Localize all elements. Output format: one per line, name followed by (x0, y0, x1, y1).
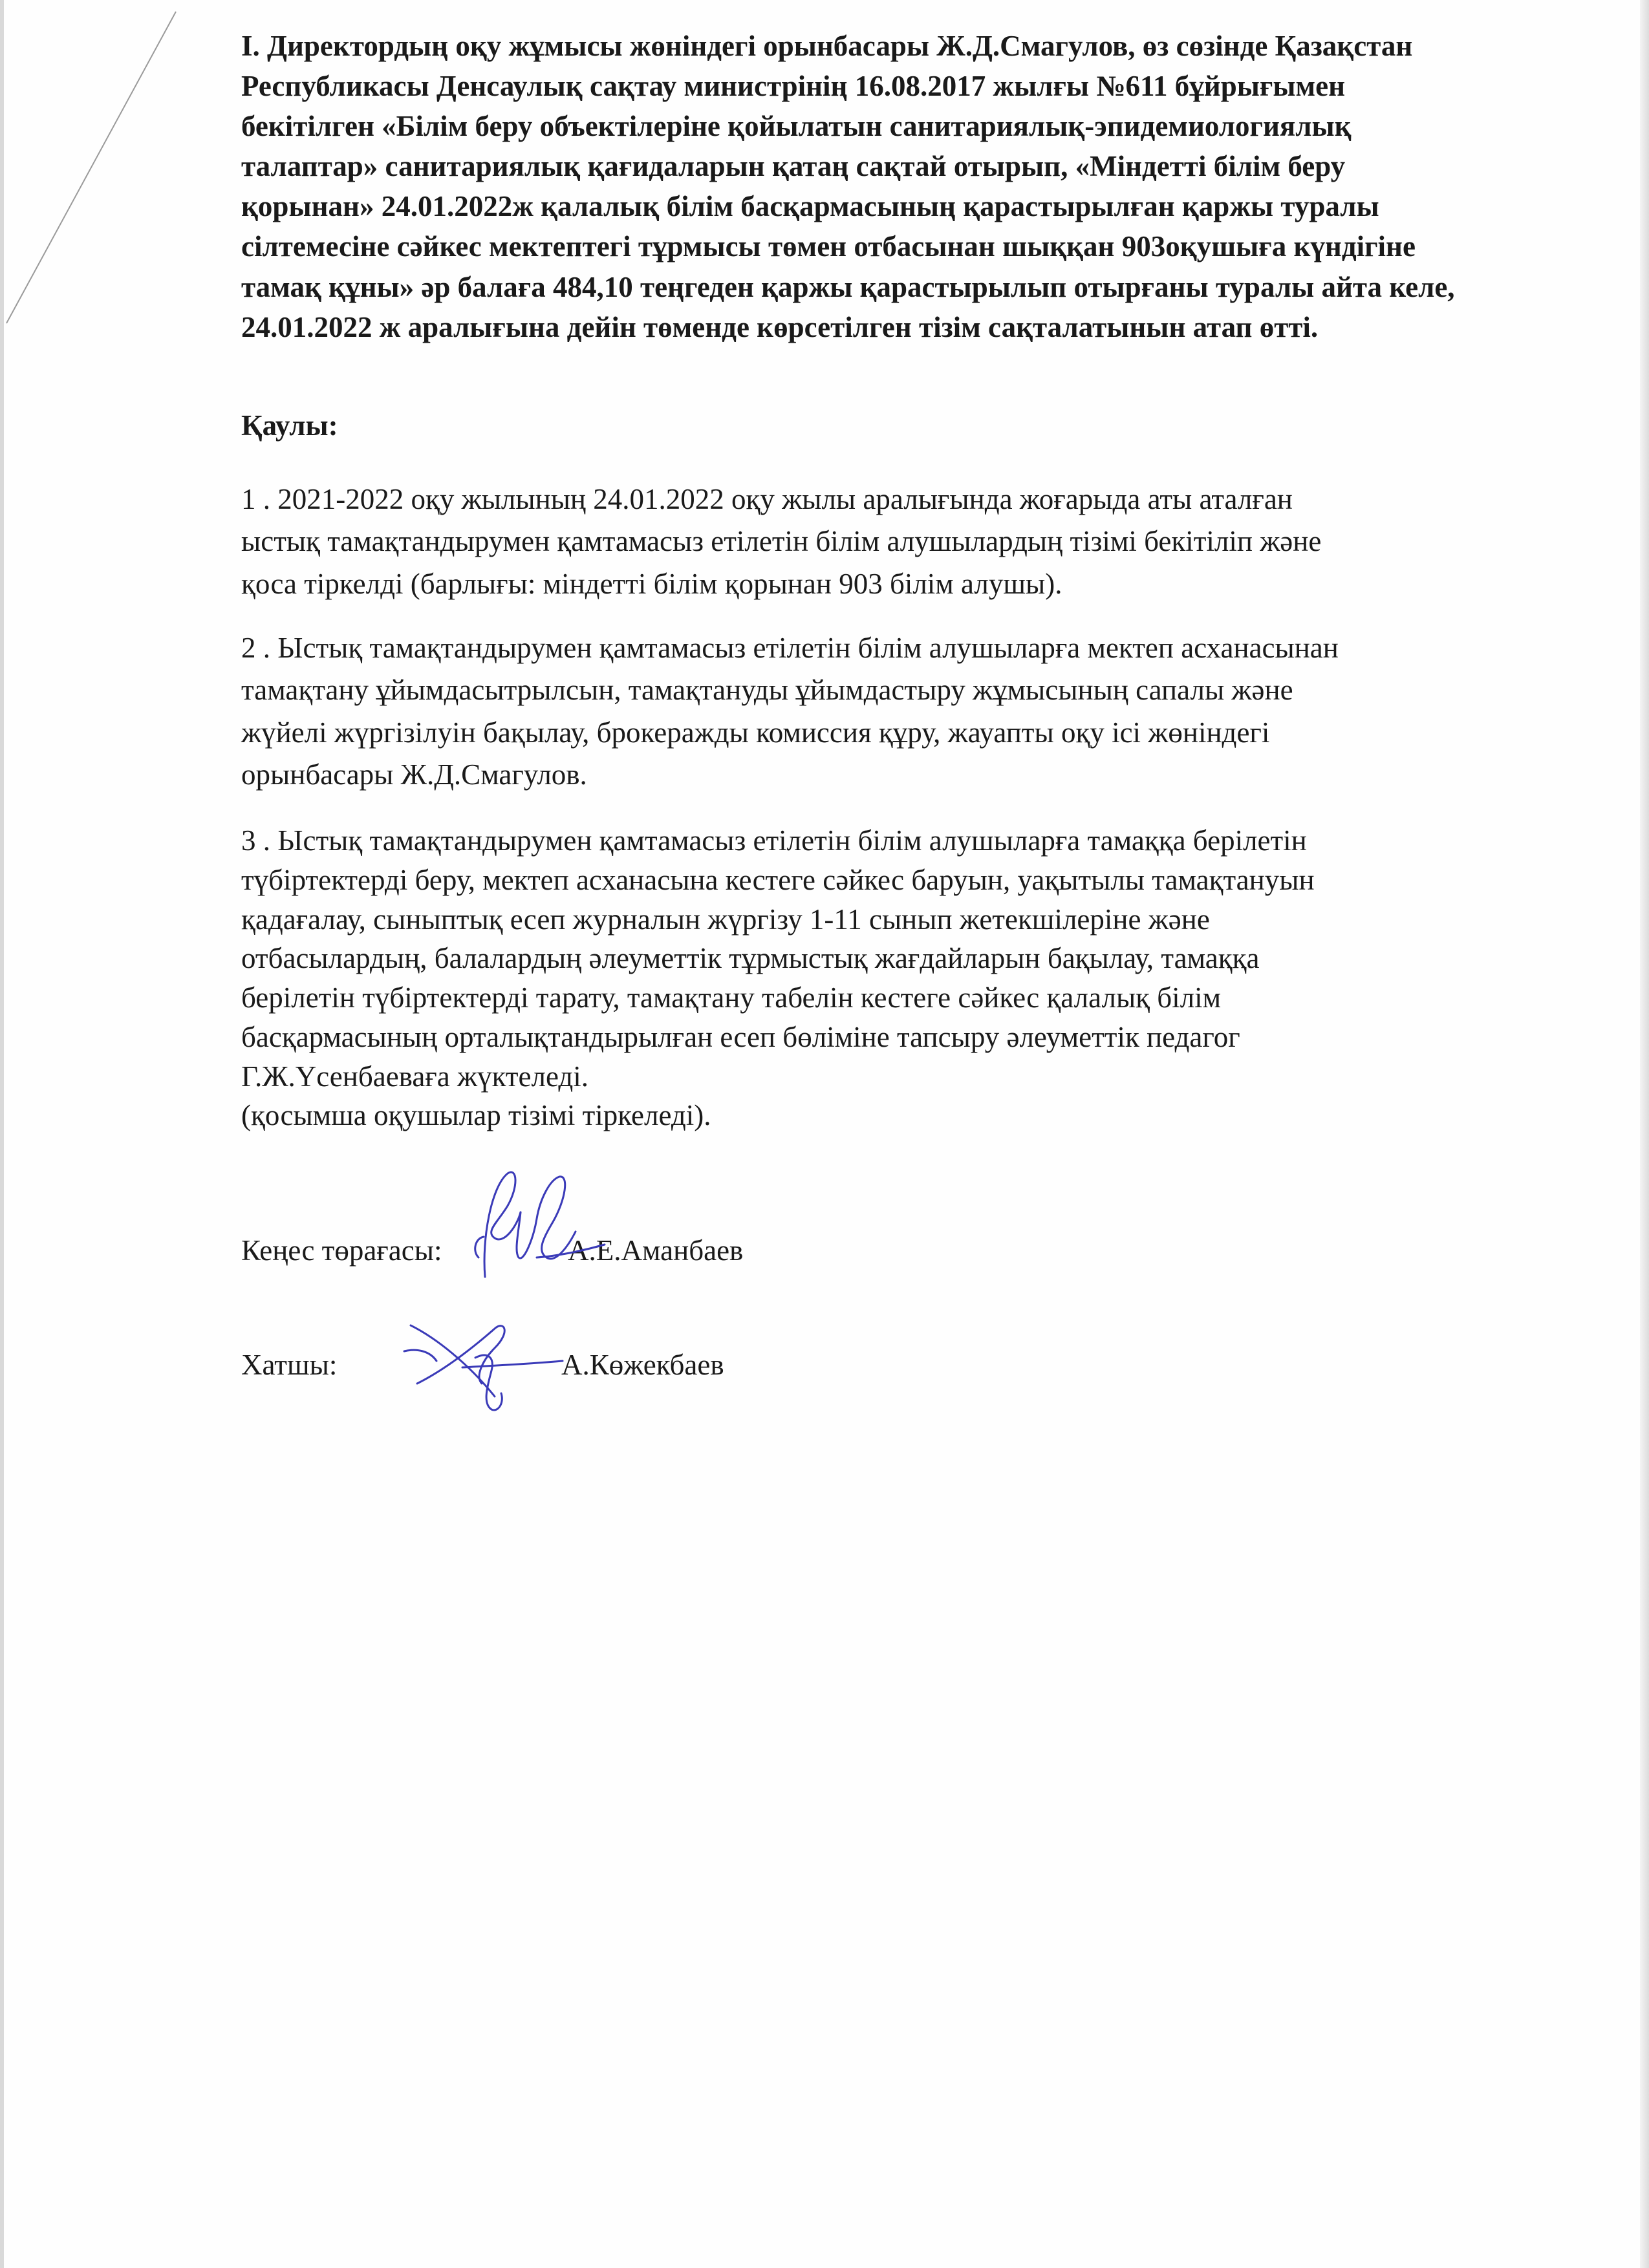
decision-heading: Қаулы: (241, 409, 338, 442)
item-line: жүйелі жүргізілуін бақылау, брокеражды комиссия құру, жауапты оқу ісі жөніндегі (241, 716, 1270, 749)
item-line: Г.Ж.Үсенбаеваға жүктеледі. (241, 1060, 588, 1093)
item-line: орынбасары Ж.Д.Смагулов. (241, 758, 587, 791)
chair-name: А.Е.Аманбаев (568, 1234, 744, 1267)
item-line: түбіртектерді беру, мектеп асханасына кестеге сәйкес баруын, уақытылы тамақтануын (241, 863, 1315, 896)
item-line: 3 . Ыстық тамақтандырумен қамтамасыз етілетін білім алушыларға тамаққа берілетін (241, 824, 1307, 857)
item-line: қадағалау, сыныптық есеп журналын жүргізу 1-11 сынып жетекшілеріне және (241, 903, 1210, 936)
item-line: қоса тіркелді (барлығы: міндетті білім қорынан 903 білім алушы). (241, 567, 1062, 600)
secretary-label: Хатшы: (241, 1349, 338, 1381)
secretary-name: А.Көжекбаев (561, 1349, 724, 1381)
item-line: ыстық тамақтандырумен қамтамасыз етілетін білім алушылардың тізімі бекітіліп және (241, 525, 1322, 558)
item-line: 2 . Ыстық тамақтандырумен қамтамасыз етілетін білім алушыларға мектеп асханасынан (241, 632, 1339, 664)
item-line: (қосымша оқушылар тізімі тіркеледі). (241, 1099, 711, 1132)
scan-edge-right (1640, 0, 1649, 2268)
scan-artifact-line (0, 0, 194, 336)
intro-line: 24.01.2022 ж аралығына дейін төменде көрсетілген тізім сақталатынын атап өтті. (241, 310, 1319, 343)
decision-item-3 (241, 821, 1528, 1135)
intro-paragraph (241, 26, 1528, 347)
intro-line: Республикасы Денсаулық сақтау министрінің 16.08.2017 жылғы №611 бұйрығымен (241, 70, 1346, 103)
item-line: отбасылардың, балалардың әлеуметтік тұрмыстық жағдайларын бақылау, тамаққа (241, 942, 1260, 975)
item-line: берілетін түбіртектерді тарату, тамақтану табелін кестеге сәйкес қалалық білім (241, 981, 1222, 1014)
item-line: 1 . 2021-2022 оқу жылының 24.01.2022 оқу жылы аралығында жоғарыда аты аталған (241, 483, 1293, 515)
decision-item-1 (241, 478, 1528, 605)
intro-line: тамақ құны» әр балаға 484,10 теңгеден қаржы қарастырылып отырғаны туралы айта келе, (241, 270, 1455, 303)
item-line: басқармасының орталықтандырылған есеп бөліміне тапсыру әлеуметтік педагог (241, 1020, 1240, 1053)
chair-handwritten-signature (446, 1161, 614, 1290)
intro-line: қорынан» 24.01.2022ж қалалық білім басқармасының қарастырылған қаржы туралы (241, 190, 1379, 223)
item-line: тамақтану ұйымдасытрылсын, тамақтануды ұйымдастыру жұмысының сапалы және (241, 674, 1293, 707)
secretary-handwritten-signature (398, 1312, 566, 1416)
chair-label: Кеңес төрағасы: (241, 1234, 442, 1267)
intro-line: сілтемесіне сәйкес мектептегі тұрмысы төмен отбасынан шыққан 903оқушыға күндігіне (241, 230, 1416, 263)
intro-line: талаптар» санитариялық қағидаларын қатаң сақтай отырып, «Міндетті білім беру (241, 150, 1346, 183)
scan-edge-left (0, 0, 4, 2268)
decision-item-2 (241, 627, 1528, 796)
intro-line: бекітілген «Білім беру объектілеріне қойылатын санитариялық-эпидемиологиялық (241, 110, 1352, 143)
intro-line: I. Директордың оқу жұмысы жөніндегі орынбасары Ж.Д.Смагулов, өз сөзінде Қазақстан (241, 30, 1413, 62)
